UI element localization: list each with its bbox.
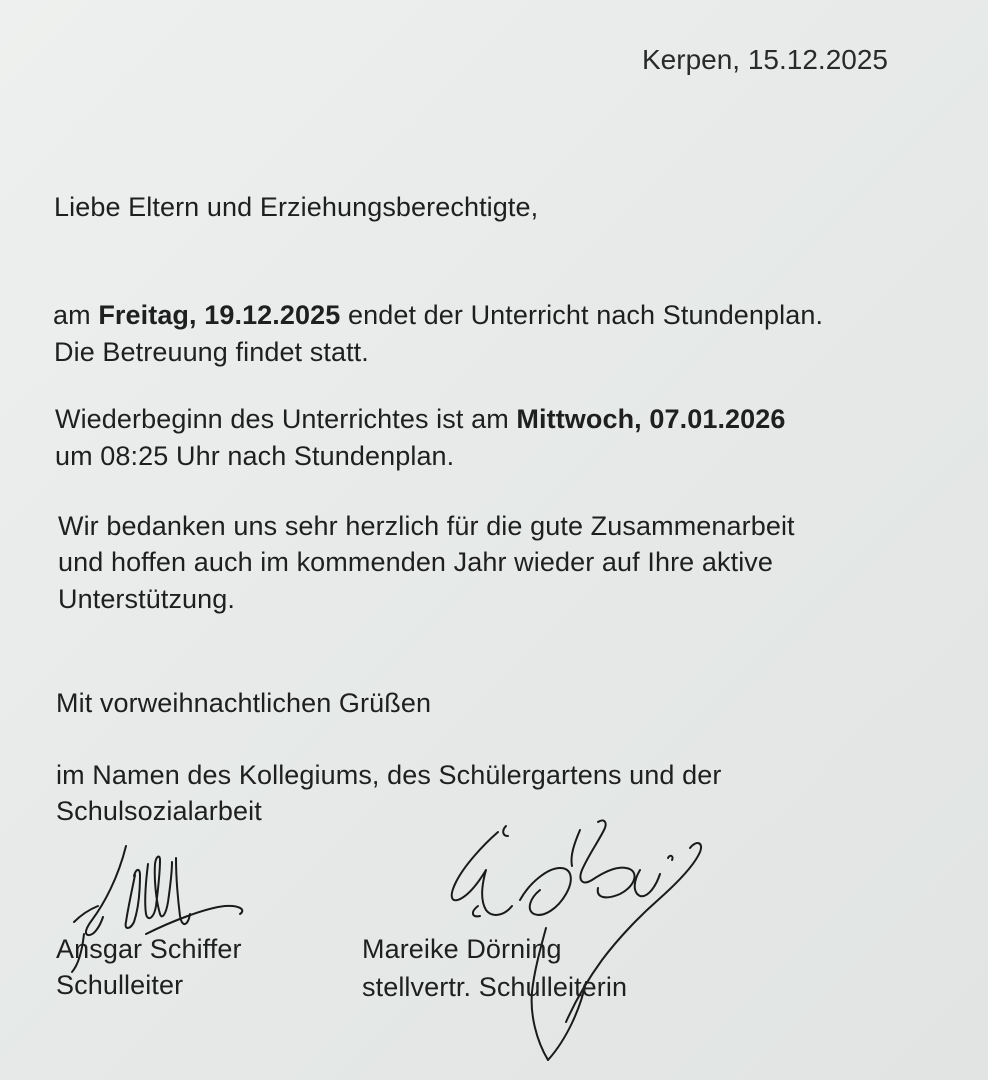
signatory-2-role: stellvertr. Schulleiterin	[362, 972, 628, 1002]
place-date: Kerpen, 15.12.2025	[642, 44, 888, 75]
paragraph-2-line-1	[55, 404, 786, 435]
paragraph-2-date: Mittwoch, 07.01.2026	[516, 404, 786, 434]
paragraph-1-prefix: am	[53, 300, 99, 330]
paragraph-1-line-1	[53, 300, 823, 331]
paragraph-1-suffix: endet der Unterricht nach Stundenplan.	[340, 300, 824, 330]
paragraph-2-prefix: Wiederbeginn des Unterrichtes ist am	[55, 404, 517, 434]
signatory-1-name: Ansgar Schiffer	[56, 934, 242, 964]
paragraph-1-date: Freitag, 19.12.2025	[98, 300, 341, 330]
paragraph-3-line-1: Wir bedanken uns sehr herzlich für die gute Zusammenarbeit	[58, 511, 795, 541]
paragraph-1-line-2: Die Betreuung findet statt.	[54, 337, 369, 367]
on-behalf-line-1: im Namen des Kollegiums, des Schülergartens und der	[56, 760, 722, 790]
signatory-2-name: Mareike Dörning	[362, 934, 562, 964]
closing-greeting: Mit vorweihnachtlichen Grüßen	[56, 688, 432, 718]
signatory-1-role: Schulleiter	[56, 970, 184, 1000]
on-behalf-line-2: Schulsozialarbeit	[56, 796, 262, 826]
paragraph-2-line-2: um 08:25 Uhr nach Stundenplan.	[55, 441, 455, 471]
salutation: Liebe Eltern und Erziehungsberechtigte,	[54, 192, 539, 222]
paragraph-3-line-3: Unterstützung.	[58, 584, 235, 614]
paragraph-3-line-2: und hoffen auch im kommenden Jahr wieder auf Ihre aktive	[58, 547, 774, 577]
